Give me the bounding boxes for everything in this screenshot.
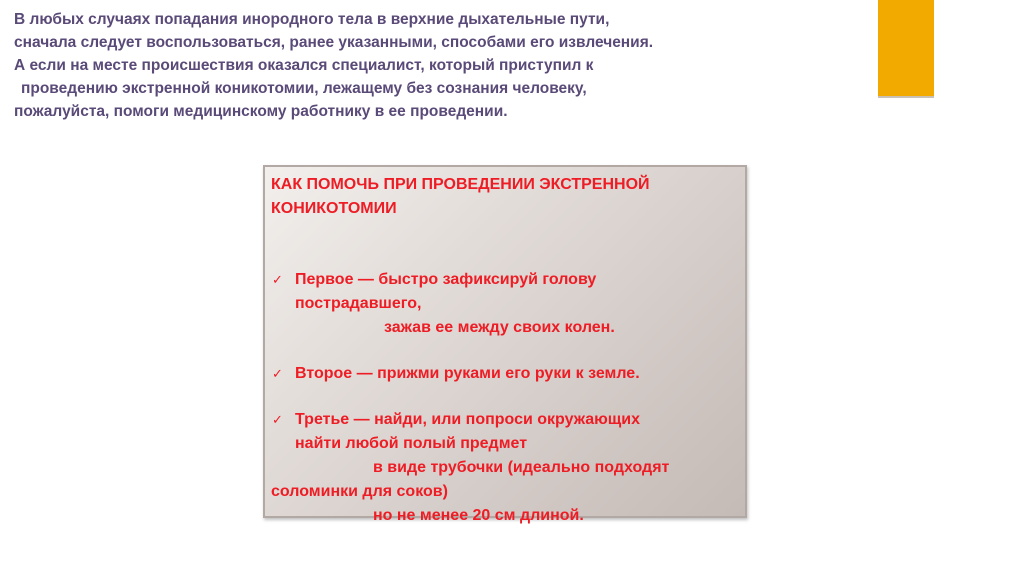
step-line: но не менее 20 см длиной.	[373, 507, 584, 524]
intro-line: А если на месте происшествия оказался специалист, который приступил к	[14, 57, 594, 74]
step-line: Третье — найди, или попроси окружающих	[295, 411, 641, 428]
instruction-panel	[263, 165, 747, 524]
panel-title	[271, 173, 739, 221]
intro-line: проведению экстренной коникотомии, лежащему без сознания человеку,	[21, 80, 587, 97]
step-line: найти любой полый предмет	[295, 435, 528, 452]
checkmark-icon: ✓	[272, 272, 283, 287]
intro-line: пожалуйста, помоги медицинскому работнику в ее проведении.	[14, 103, 508, 120]
step-second	[271, 362, 739, 386]
step-line: соломинки для соков)	[271, 483, 448, 500]
panel-title-line: КАК ПОМОЧЬ ПРИ ПРОВЕДЕНИИ ЭКСТРЕННОЙ	[271, 176, 650, 193]
intro-line: сначала следует воспользоваться, ранее указанными, способами его извлечения.	[14, 34, 654, 51]
checkmark-icon: ✓	[272, 366, 283, 381]
step-third	[271, 408, 739, 528]
step-first	[271, 268, 739, 340]
panel-title-line: КОНИКОТОМИИ	[271, 200, 397, 217]
intro-text	[14, 8, 864, 123]
intro-line: В любых случаях попадания инородного тела в верхние дыхательные пути,	[14, 11, 610, 28]
step-line: Второе — прижми руками его руки к земле.	[295, 365, 640, 382]
accent-bar	[878, 0, 934, 96]
step-line: пострадавшего,	[295, 295, 422, 312]
step-line: Первое — быстро зафиксируй голову	[295, 271, 597, 288]
checkmark-icon: ✓	[272, 412, 283, 427]
step-line: зажав ее между своих колен.	[384, 319, 615, 336]
step-line: в виде трубочки (идеально подходят	[373, 459, 670, 476]
